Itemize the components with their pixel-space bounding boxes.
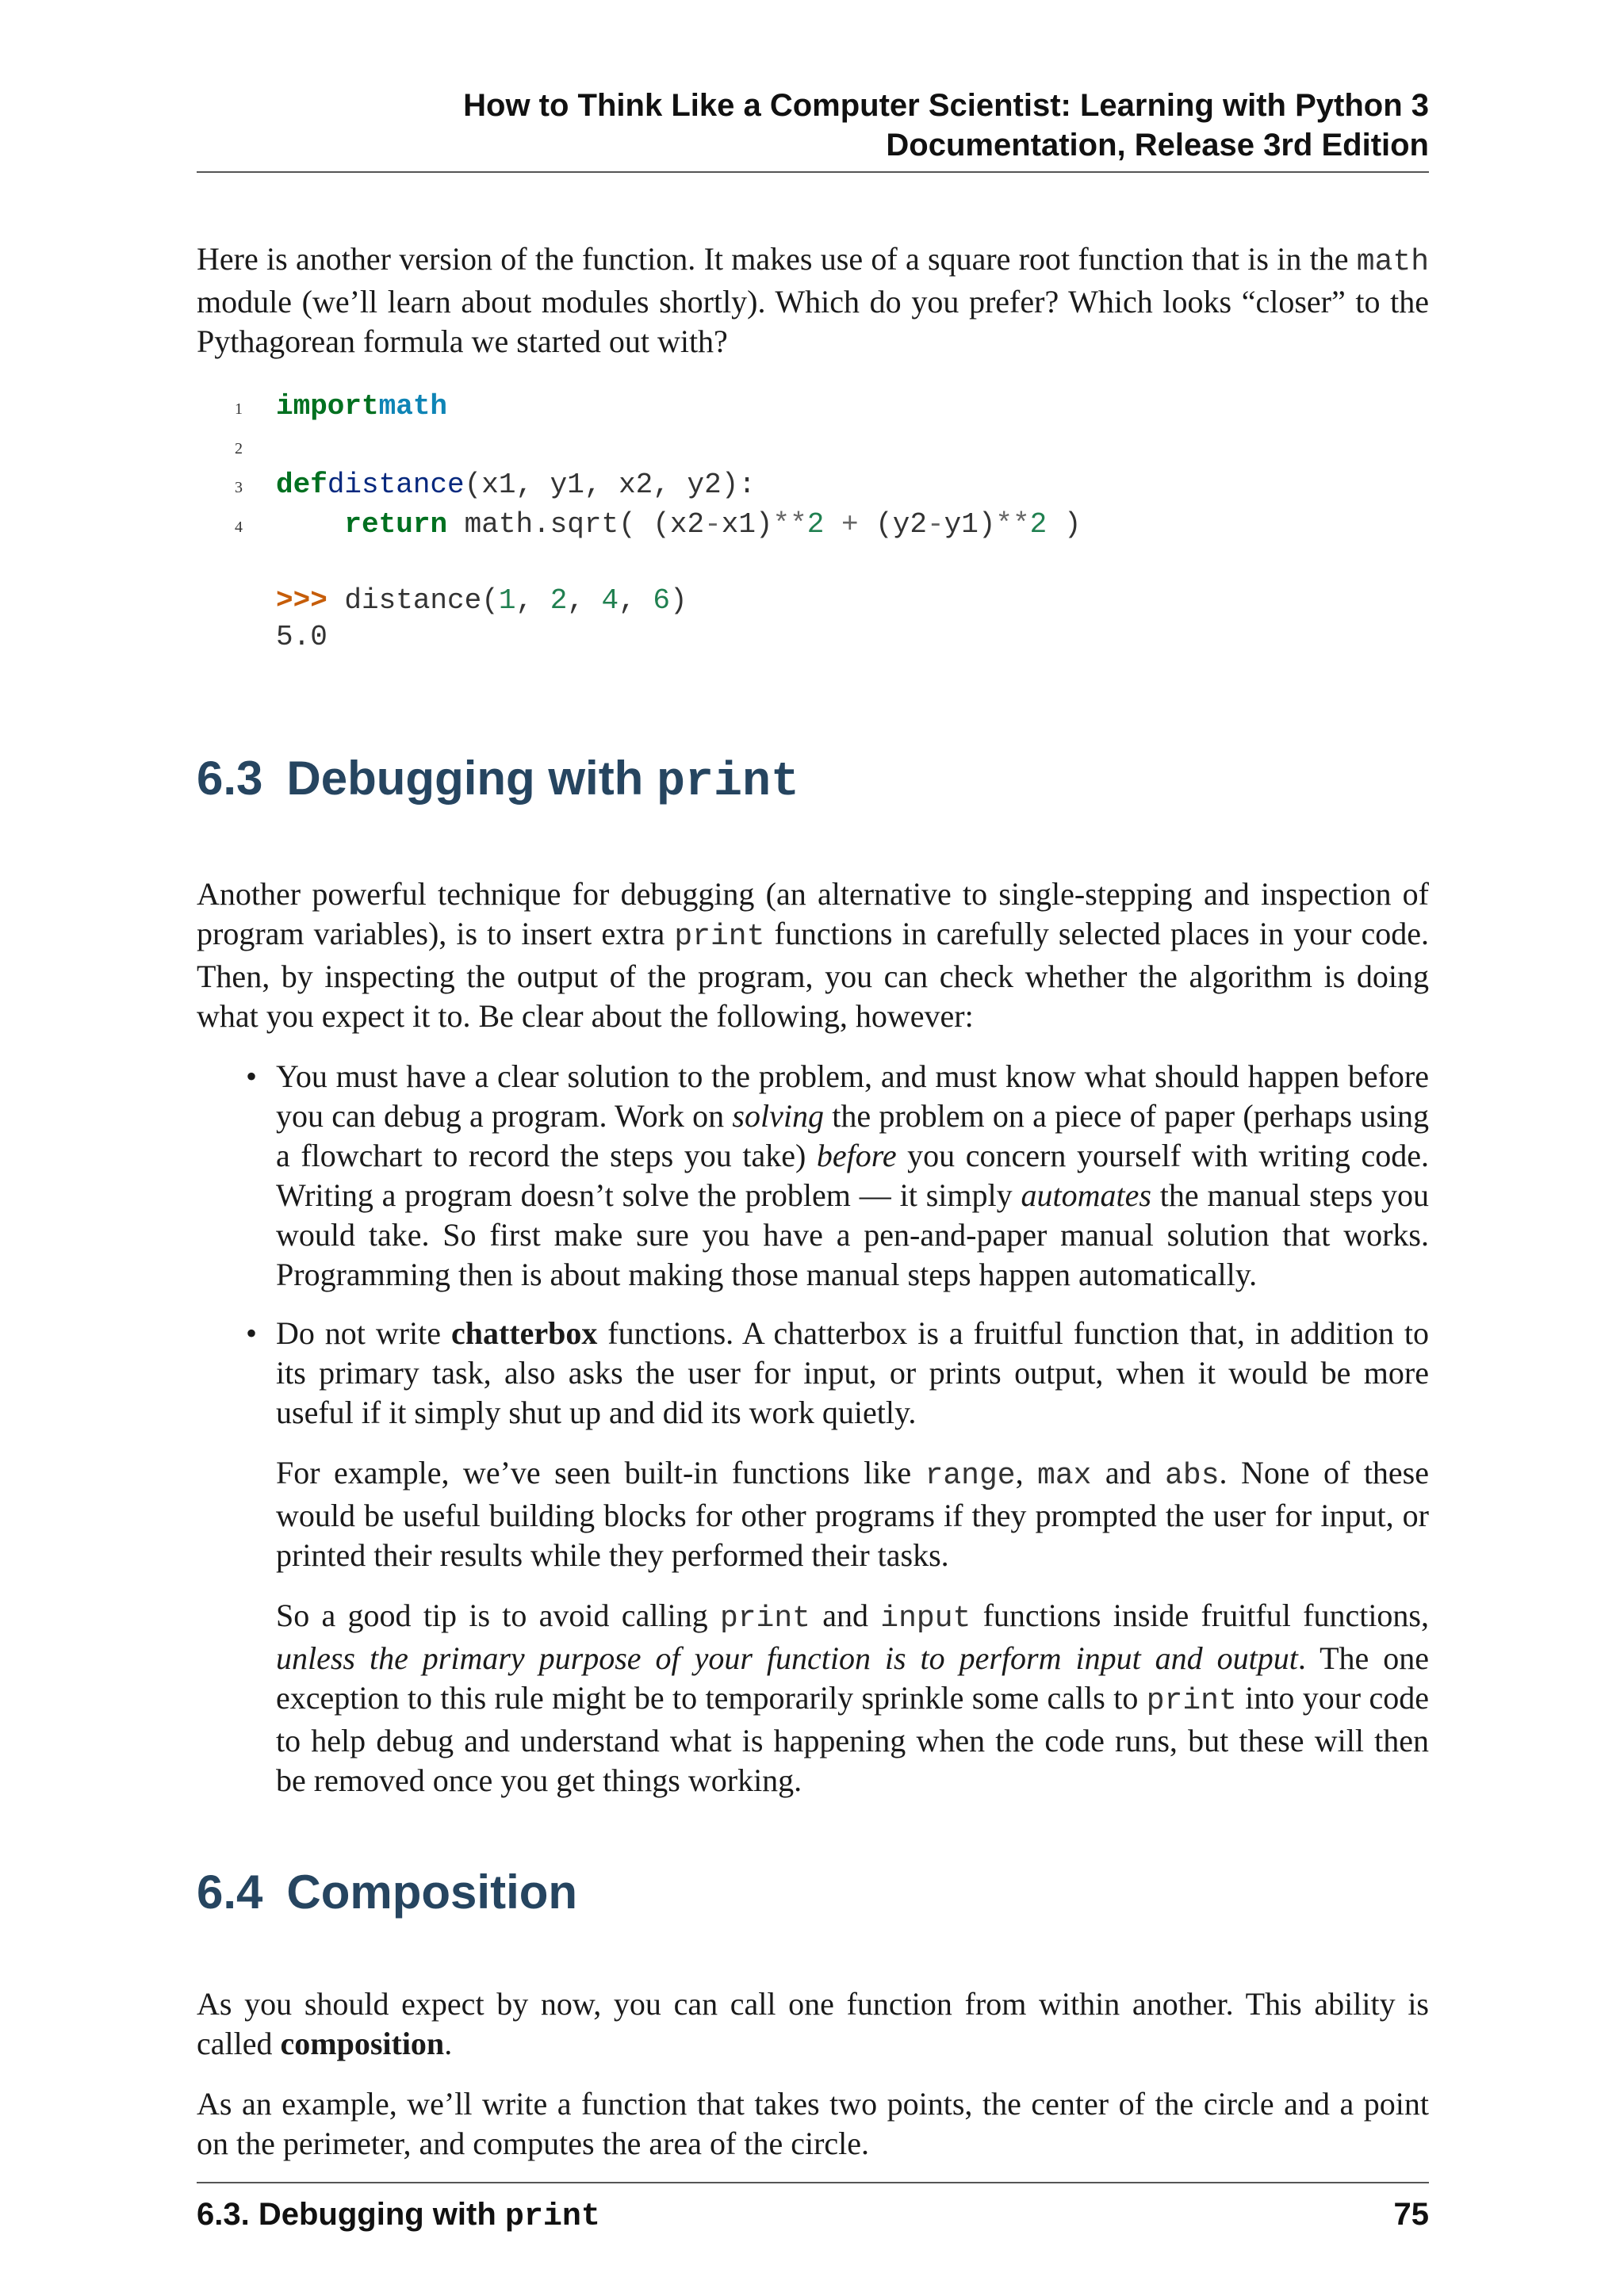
list-item <box>197 1314 1429 1800</box>
footer-section-text: 6.3. Debugging with <box>197 2197 505 2232</box>
header-line-2: Documentation, Release 3rd Edition <box>886 128 1429 163</box>
strong-term: composition <box>280 2025 445 2061</box>
bullet-icon: • <box>246 1314 258 1351</box>
code-line-3 <box>197 467 1429 507</box>
number-literal: 1 <box>498 584 516 617</box>
repl-output-line <box>197 619 1429 656</box>
inline-code-math: math <box>1356 245 1429 279</box>
page-number: 75 <box>1393 2197 1429 2232</box>
line-number: 2 <box>235 439 243 457</box>
code-fragment: ) <box>1047 507 1082 541</box>
code-fragment: (y2 <box>858 507 927 541</box>
inline-code: input <box>880 1601 971 1636</box>
emphasis: automates <box>1021 1177 1151 1213</box>
footer-section <box>197 2195 600 2237</box>
line-number: 4 <box>235 518 243 536</box>
keyword-import: import <box>276 390 379 423</box>
text-fragment: Do not write <box>276 1314 451 1351</box>
footer-section-code: print <box>504 2199 600 2235</box>
operator: + <box>841 507 859 541</box>
strong-term: chatterbox <box>450 1314 598 1351</box>
separator: , <box>567 584 602 617</box>
header-rule <box>197 171 1429 173</box>
inline-code: print <box>1146 1683 1237 1718</box>
separator: , <box>619 584 653 617</box>
number-literal: 2 <box>550 584 568 617</box>
code-line-4 <box>197 507 1429 546</box>
operator: ** <box>995 507 1030 541</box>
bullet-subparagraph <box>276 1453 1429 1575</box>
intro-text-1: Here is another version of the function. It makes use of a square root function that is in the <box>197 241 1357 277</box>
code-line-1 <box>197 388 1429 428</box>
section-number: 6.4 <box>197 1865 263 1919</box>
section-6-4-paragraph-2: As an example, we’ll write a function that takes two points, the center of the circle and a point on the perimeter, and computes the area of the circle. <box>197 2085 1429 2161</box>
bullet-paragraph <box>276 1057 1429 1295</box>
inline-code: abs <box>1165 1458 1220 1493</box>
section-title-text: Composition <box>286 1865 578 1919</box>
operator: - <box>704 507 722 541</box>
inline-code: max <box>1037 1458 1092 1493</box>
function-args: (x1, y1, x2, y2): <box>464 469 756 501</box>
bullet-subparagraph <box>276 1596 1429 1800</box>
text-fragment: . <box>444 2025 453 2061</box>
module-name: math <box>378 390 448 423</box>
inline-code: print <box>719 1601 810 1636</box>
running-footer <box>197 2195 1429 2237</box>
separator: , <box>515 584 550 617</box>
text-fragment: . The one exception to this rule might be to temporarily sprinkle some calls to <box>276 1640 1430 1716</box>
section-number: 6.3 <box>197 751 263 805</box>
page-content <box>197 239 1429 2184</box>
section-6-4-paragraph-1 <box>197 1984 1429 2064</box>
number-literal: 6 <box>653 584 670 617</box>
text-fragment: functions inside fruitful functions, <box>971 1597 1429 1633</box>
code-line-2 <box>197 428 1429 468</box>
keyword-return: return <box>344 507 448 541</box>
section-6-4-title <box>197 1864 1429 1921</box>
running-header <box>197 86 1429 165</box>
bullet-paragraph <box>276 1314 1429 1433</box>
footer-rule <box>197 2182 1429 2183</box>
text-fragment: , <box>1015 1454 1038 1490</box>
text-fragment: . None of these would be useful building blocks for other programs if they prompted the user for input, or printed their results while they performed their tasks. <box>276 1454 1430 1573</box>
text-fragment: the manual steps you would take. So first make sure you have a pen-and-paper manual solution that works. Programming then is about making those manual steps happen automatically. <box>276 1177 1429 1292</box>
repl-output: 5.0 <box>276 621 327 653</box>
code-fragment <box>824 507 841 544</box>
text-fragment: functions. A chatterbox is a fruitful function that, in addition to its primary task, also asks the user for input, or prints output, when it would be more useful if it simply shut up and did its work quietly. <box>276 1314 1430 1430</box>
code-fragment: x1) <box>721 507 773 541</box>
intro-text-2: module (we’ll learn about modules shortly). Which do you prefer? Which looks “closer” to the Pythagorean formula we started out with? <box>197 284 1429 359</box>
text-fragment: For example, we’ve seen built-in functions like <box>276 1454 925 1490</box>
text-fragment: As you should expect by now, you can call one function from within another. This ability is called <box>197 1985 1429 2061</box>
text-fragment: So a good tip is to avoid calling <box>276 1597 720 1633</box>
debugging-tips-list <box>197 1057 1429 1800</box>
repl-call: distance( <box>327 584 499 617</box>
number-literal: 2 <box>806 507 825 541</box>
emphasis: solving <box>732 1097 824 1134</box>
list-item <box>197 1057 1429 1295</box>
section-title-code: print <box>657 755 800 809</box>
intro-paragraph <box>197 239 1429 362</box>
code-fragment: y1) <box>944 507 996 541</box>
repl-prompt: >>> <box>276 584 327 617</box>
number-literal: 4 <box>601 584 619 617</box>
separator: ) <box>669 584 688 617</box>
section-title-text: Debugging with <box>286 751 657 805</box>
line-number: 1 <box>235 400 243 418</box>
inline-code: print <box>674 919 765 954</box>
section-6-3-title <box>197 750 1429 811</box>
header-line-1: How to Think Like a Computer Scientist: Learning with Python 3 <box>463 88 1429 123</box>
code-fragment: math.sqrt( (x2 <box>447 507 705 541</box>
text-fragment: functions in carefully selected places in your code. Then, by inspecting the output of the program, you can check whether the algorithm is doing what you expect it to. Be clear about the following, however: <box>197 915 1429 1034</box>
text-fragment: and <box>810 1597 881 1633</box>
code-listing <box>197 388 1429 656</box>
operator: - <box>927 507 944 541</box>
text-fragment: the problem on a piece of paper (perhaps using a flowchart to record the steps you take) <box>276 1097 1430 1173</box>
section-6-3-paragraph <box>197 874 1429 1036</box>
text-fragment: You must have a clear solution to the problem, and must know what should happen before you can debug a program. Work on <box>276 1058 1429 1134</box>
text-fragment: you concern yourself with writing code. Writing a program doesn’t solve the problem — it simply <box>276 1137 1429 1213</box>
line-number: 3 <box>235 479 243 496</box>
emphasis: unless the primary purpose of your function is to perform input and output <box>276 1640 1298 1676</box>
emphasis: before <box>816 1137 897 1173</box>
indent <box>276 507 344 544</box>
code-gap <box>197 545 1429 583</box>
text-fragment: into your code to help debug and understand what is happening when the code runs, but these will then be removed once you get things working. <box>276 1679 1429 1798</box>
inline-code: range <box>925 1458 1016 1493</box>
text-fragment: and <box>1091 1454 1166 1490</box>
function-name: distance <box>327 469 465 501</box>
text-fragment: Another powerful technique for debugging (an alternative to single-stepping and inspection of program variables), is to insert extra <box>197 875 1429 951</box>
keyword-def: def <box>276 469 327 501</box>
repl-input-line <box>197 583 1429 620</box>
number-literal: 2 <box>1029 507 1048 541</box>
operator: ** <box>772 507 807 541</box>
bullet-icon: • <box>246 1058 258 1094</box>
